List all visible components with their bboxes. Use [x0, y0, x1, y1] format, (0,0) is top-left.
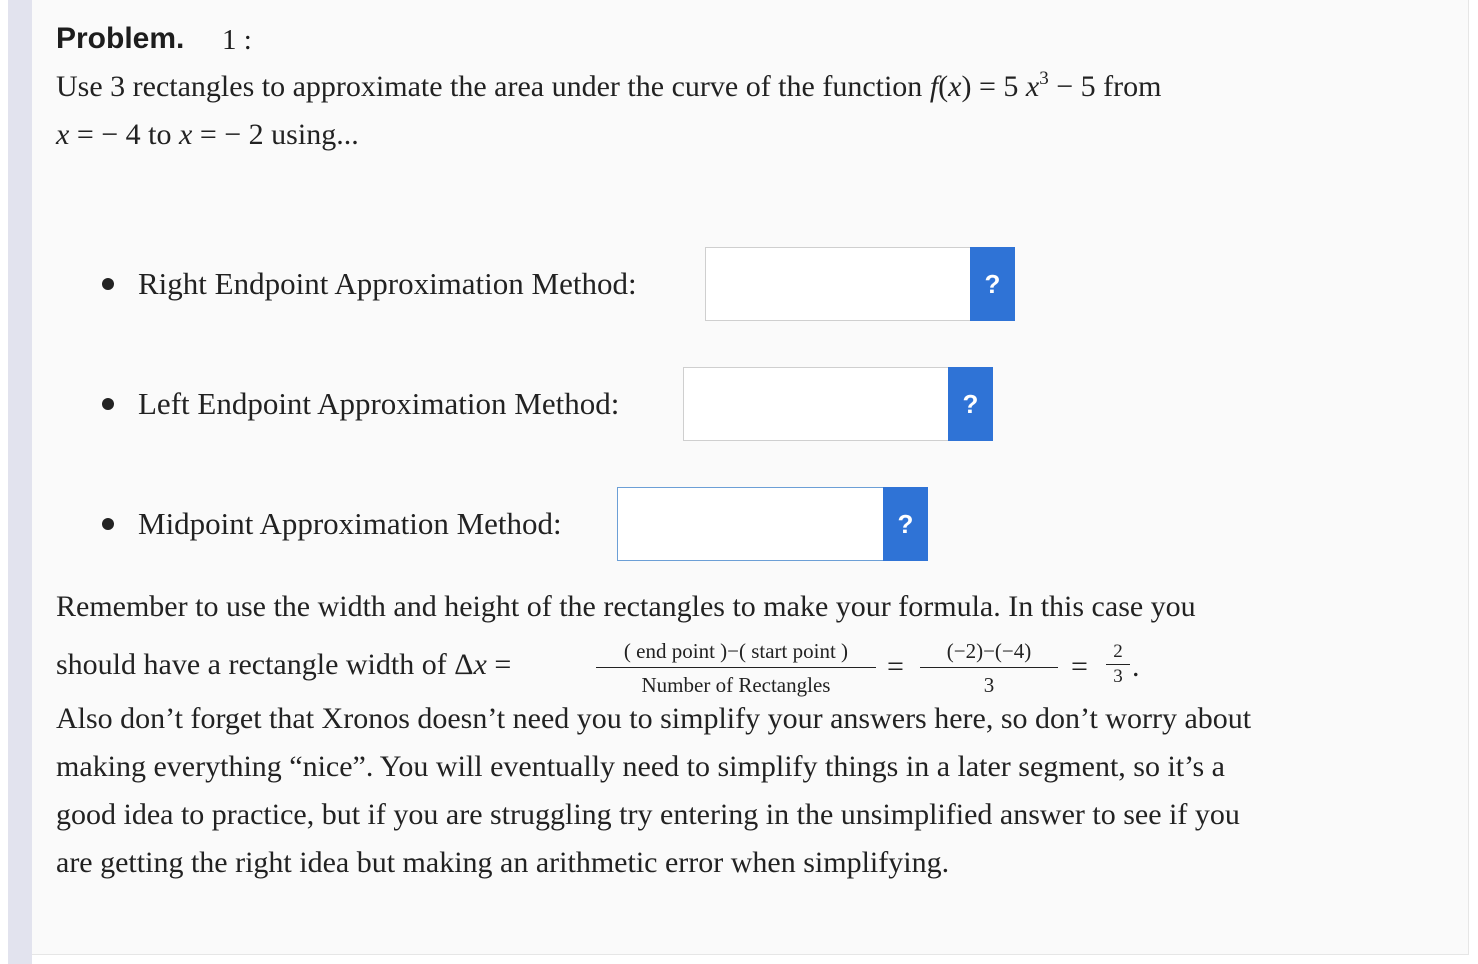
range-var-2: x — [179, 118, 193, 151]
fraction-bar — [1106, 664, 1130, 665]
fraction-values-numerator: (−2)−(−4) — [946, 639, 1032, 663]
left-rail — [8, 0, 32, 964]
width-equals: = — [486, 648, 512, 681]
method-label-left-endpoint: Left Endpoint Approximation Method: — [138, 386, 620, 421]
fraction-formula — [596, 638, 876, 698]
reminder-line-4: making everything “nice”. You will eventually need to simplify things in a later segment, so it’s a — [56, 750, 1225, 783]
problem-title: Problem. — [56, 22, 185, 55]
fraction-formula-denominator: Number of Rectangles — [641, 673, 831, 697]
method-item-left-endpoint — [100, 367, 619, 441]
intro-line-2 — [56, 118, 359, 152]
fraction-formula-numerator: ( end point )−( start point ) — [623, 639, 849, 663]
fraction-bar — [596, 667, 876, 668]
fraction-result-denominator: 3 — [1113, 666, 1123, 687]
method-item-midpoint — [100, 487, 562, 561]
bullet-icon — [102, 518, 114, 530]
intro-text: Use 3 rectangles to approximate the area under the curve of the function — [56, 70, 930, 103]
fraction-result-numerator: 2 — [1113, 641, 1123, 662]
function-rest: − 5 from — [1048, 70, 1162, 103]
width-variable: x — [473, 648, 487, 681]
fraction-values-denominator: 3 — [983, 673, 995, 697]
reminder-line-6: are getting the right idea but making an arithmetic error when simplifying. — [56, 846, 950, 879]
period: . — [1132, 650, 1140, 683]
function-exponent: 3 — [1039, 68, 1049, 89]
reminder-line-5: good idea to practice, but if you are struggling try entering in the unsimplified answer to see if you — [56, 798, 1240, 831]
bullet-icon — [102, 398, 114, 410]
range-var-1: x — [56, 118, 70, 151]
question-mark-icon: ? — [984, 268, 1001, 299]
midpoint-help-button[interactable] — [883, 487, 928, 561]
paren-close: ) — [961, 70, 972, 103]
range-mid-1: = − 4 to — [69, 118, 180, 151]
range-mid-2: = − 2 using... — [192, 118, 359, 151]
paren-open: ( — [938, 70, 949, 103]
question-mark-icon: ? — [897, 508, 914, 539]
method-label-midpoint: Midpoint Approximation Method: — [138, 506, 562, 541]
width-prefix: should have a rectangle width of Δ — [56, 648, 474, 681]
function-variable: x — [948, 70, 962, 103]
right-endpoint-help-button[interactable] — [970, 247, 1015, 321]
bullet-icon — [102, 278, 114, 290]
method-item-right-endpoint — [100, 247, 637, 321]
function-variable-2: x — [1025, 70, 1040, 103]
fraction-bar — [920, 667, 1058, 668]
intro-line-1 — [56, 70, 1161, 104]
equals-sign-2: = — [887, 650, 904, 683]
reminder-line-2 — [56, 648, 511, 682]
equals-sign-3: = — [1071, 650, 1088, 683]
method-label-right-endpoint: Right Endpoint Approximation Method: — [138, 266, 637, 301]
right-endpoint-answer-input[interactable] — [705, 247, 970, 321]
left-endpoint-help-button[interactable] — [948, 367, 993, 441]
fraction-values — [920, 638, 1058, 698]
function-name: f — [929, 70, 939, 103]
reminder-line-3: Also don’t forget that Xronos doesn’t need you to simplify your answers here, so don’t worry about — [56, 702, 1252, 735]
left-endpoint-answer-input[interactable] — [683, 367, 948, 441]
reminder-line-1: Remember to use the width and height of the rectangles to make your formula. In this case you — [56, 590, 1196, 623]
fraction-result — [1106, 642, 1130, 687]
midpoint-answer-input[interactable] — [617, 487, 883, 561]
function-equals: = 5 — [971, 70, 1026, 103]
problem-number: 1 : — [222, 24, 252, 56]
question-mark-icon: ? — [962, 388, 979, 419]
